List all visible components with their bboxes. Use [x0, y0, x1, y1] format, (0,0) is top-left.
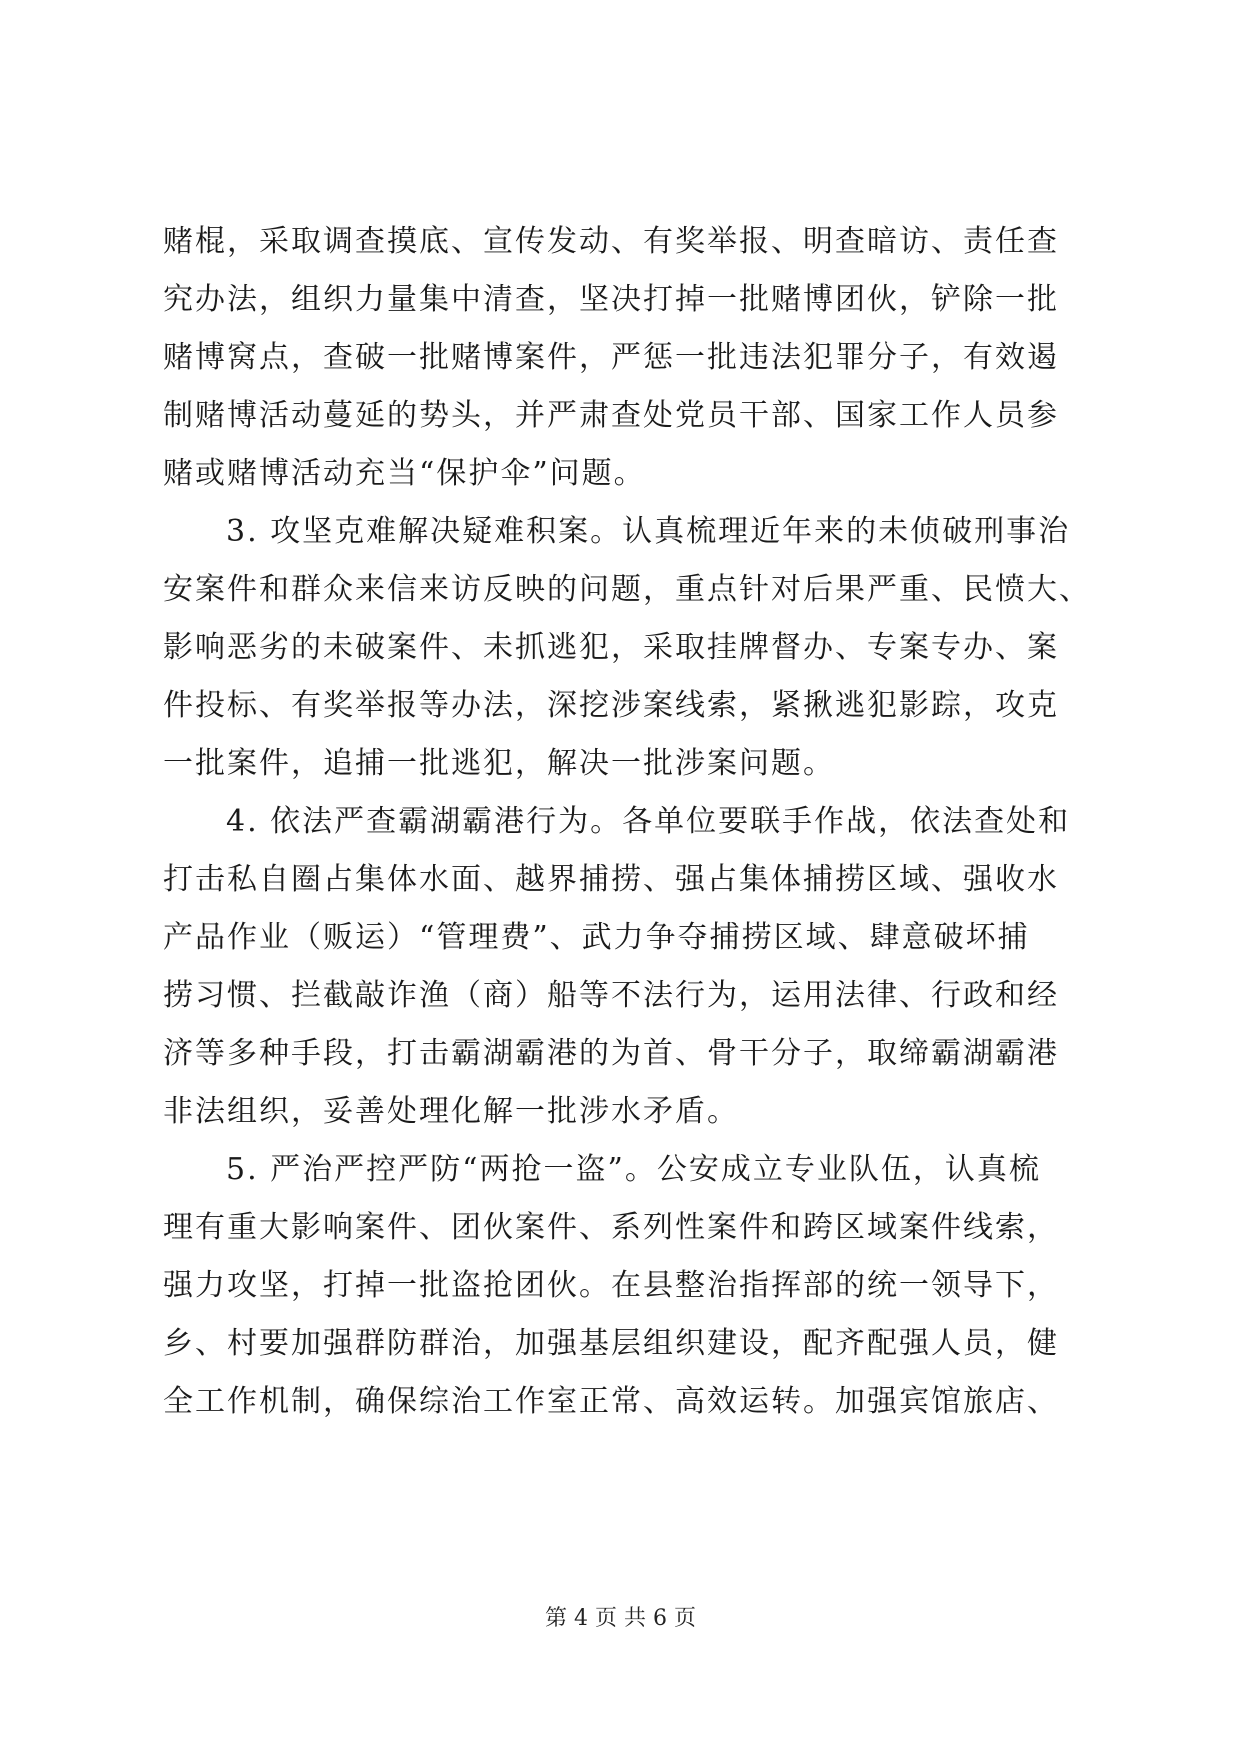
text-line: 一批案件，追捕一批逃犯，解决一批涉案问题。: [163, 746, 835, 781]
paragraph-heading-4: 4. 依法严查霸湖霸港行为。各单位要联手作战，依法查处和: [226, 804, 1071, 839]
text-line: 全工作机制，确保综治工作室正常、高效运转。加强宾馆旅店、: [163, 1384, 1059, 1419]
text-line: 赌棍，采取调查摸底、宣传发动、有奖举报、明查暗访、责任查: [163, 224, 1059, 259]
text-line: 乡、村要加强群防群治，加强基层组织建设，配齐配强人员，健: [163, 1326, 1059, 1361]
text-line: 捞习惯、拦截敲诈渔（商）船等不法行为，运用法律、行政和经: [163, 978, 1059, 1013]
text-line: 安案件和群众来信来访反映的问题，重点针对后果严重、民愤大、: [163, 572, 1091, 607]
text-line: 件投标、有奖举报等办法，深挖涉案线索，紧揪逃犯影踪，攻克: [163, 688, 1059, 723]
text-line: 赌博窝点，查破一批赌博案件，严惩一批违法犯罪分子，有效遏: [163, 340, 1059, 375]
page-number-footer: 第 4 页 共 6 页: [545, 1606, 696, 1631]
text-line: 制赌博活动蔓延的势头，并严肃查处党员干部、国家工作人员参: [163, 398, 1059, 433]
text-line: 非法组织，妥善处理化解一批涉水矛盾。: [163, 1094, 739, 1129]
text-line: 究办法，组织力量集中清查，坚决打掉一批赌博团伙，铲除一批: [163, 282, 1059, 317]
paragraph-heading-3: 3. 攻坚克难解决疑难积案。认真梳理近年来的未侦破刑事治: [226, 514, 1071, 549]
text-line: 打击私自圈占集体水面、越界捕捞、强占集体捕捞区域、强收水: [163, 862, 1059, 897]
text-line: 强力攻坚，打掉一批盗抢团伙。在县整治指挥部的统一领导下，: [163, 1268, 1059, 1303]
text-line: 赌或赌博活动充当“保护伞”问题。: [163, 456, 646, 491]
paragraph-heading-5: 5. 严治严控严防“两抢一盗”。公安成立专业队伍，认真梳: [226, 1152, 1041, 1187]
text-line: 济等多种手段，打击霸湖霸港的为首、骨干分子，取缔霸湖霸港: [163, 1036, 1059, 1071]
text-line: 理有重大影响案件、团伙案件、系列性案件和跨区域案件线索，: [163, 1210, 1059, 1245]
text-line: 产品作业（贩运）“管理费”、武力争夺捕捞区域、肆意破坏捕: [163, 920, 1030, 955]
text-line: 影响恶劣的未破案件、未抓逃犯，采取挂牌督办、专案专办、案: [163, 630, 1059, 665]
